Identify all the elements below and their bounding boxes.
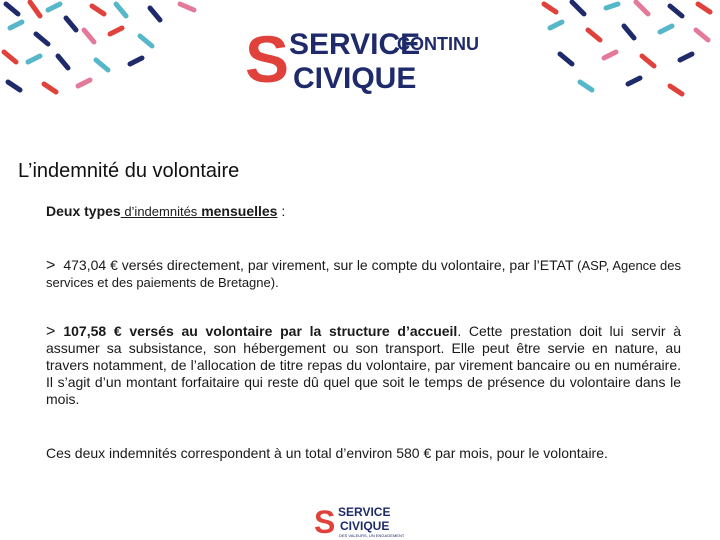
indemnity-item-state [46, 257, 681, 291]
logo-brand-suffix: CONTINU [397, 34, 479, 54]
confetti-decoration-left [0, 0, 240, 100]
slide-title: L’indemnité du volontaire [18, 160, 240, 182]
footer-logo [314, 503, 404, 539]
logo-s-glyph: S [245, 22, 290, 96]
item-lead: 473,04 € versés directement, par virement, sur le compte du volontaire, par l’ETAT [63, 257, 574, 273]
footer-logo-tagline: DES VALEURS, UN ENGAGEMENT [339, 533, 404, 538]
service-civique-logo [245, 18, 505, 98]
footer-logo-line1: SERVICE [338, 505, 391, 519]
confetti-decoration-right [520, 0, 720, 100]
bullet-arrow-icon: > [46, 323, 56, 340]
bullet-arrow-icon: > [46, 257, 56, 274]
intro-part2: d’indemnités [120, 204, 198, 219]
logo-brand-line2: CIVIQUE [293, 62, 417, 95]
item-lead: 107,58 € versés au volontaire par la structure d’accueil [63, 323, 458, 339]
indemnity-item-structure [46, 323, 681, 408]
footer-logo-s-glyph: S [314, 504, 336, 539]
logo-brand-line1: SERVICE [289, 28, 421, 61]
item-detail: (ASP, Agence des services et des paiements de Bretagne). [46, 258, 681, 290]
intro-part3: mensuelles [197, 203, 278, 219]
intro-part4: : [277, 203, 286, 219]
intro-line [46, 203, 681, 220]
footer-logo-line2: CIVIQUE [340, 519, 390, 533]
intro-part1: Deux types [46, 203, 121, 219]
item-detail: . Cette prestation doit lui servir à assumer sa subsistance, son hébergement ou son transport. Elle peut être servie en nature, au travers notamment, de l’allocation de titre repas du volontaire, par virement bancaire ou en numéraire. Il s’agit d’un montant forfaitaire qui reste dû quel que soit le temps de présence du volontaire dans le mois. [46, 323, 681, 407]
closing-statement: Ces deux indemnités correspondent à un total d’environ 580 € par mois, pour le volontaire. [46, 445, 608, 461]
